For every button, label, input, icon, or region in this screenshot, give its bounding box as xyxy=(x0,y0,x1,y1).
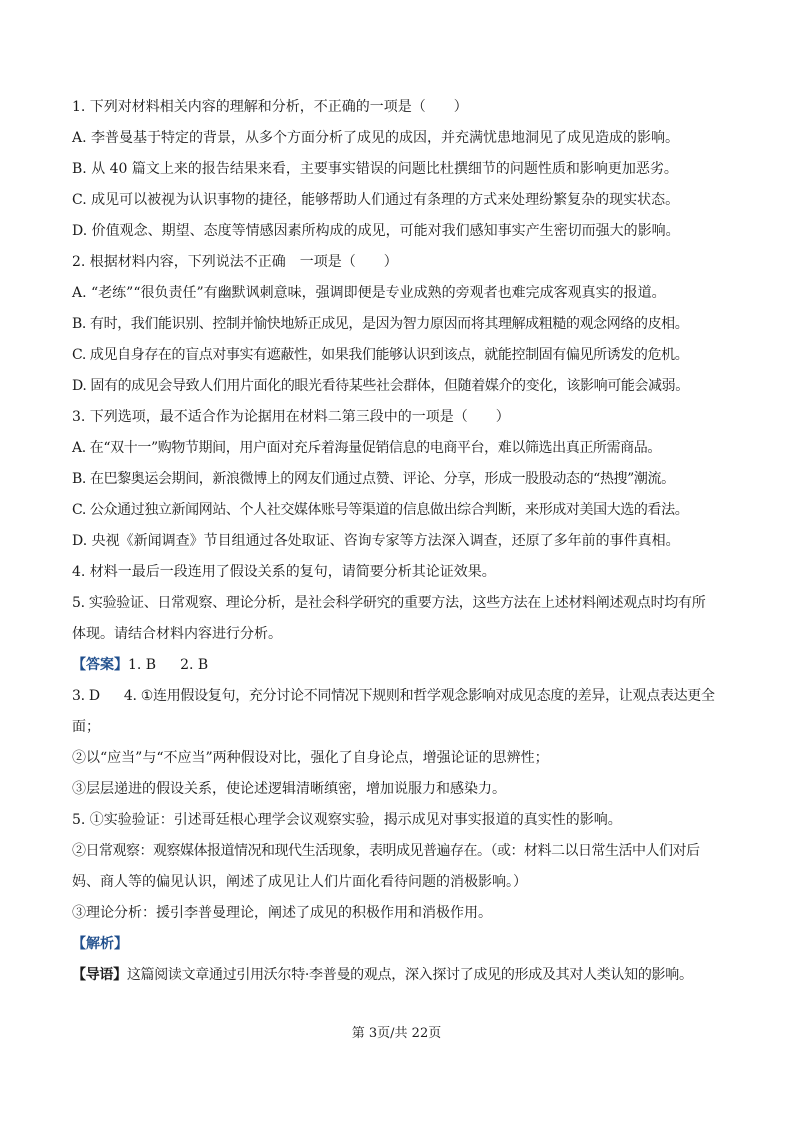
answer-4-point2: ②以“应当”与“不应当”两种假设对比，强化了自身论点，增强论证的思辨性； xyxy=(72,750,549,766)
analysis-heading xyxy=(72,929,732,960)
q1-option-d: D. 价值观念、期望、态度等情感因素所构成的成见，可能对我们感知事实产生密切而强大的影响。 xyxy=(72,223,680,239)
answer-5-point1: 5. ①实验验证：引述哥廷根心理学会议观察实验，揭示成见对事实报道的真实性的影响。 xyxy=(72,812,622,828)
answer-tag: 【答案】 xyxy=(72,657,128,673)
answer-4-line2: 面； xyxy=(72,719,100,735)
analysis-guide xyxy=(72,960,732,991)
q2-option-c: C. 成见自身存在的盲点对事实有遮蔽性，如果我们能够认识到该点，就能控制固有偏见所诱发的危机。 xyxy=(72,347,689,363)
answer-5-point2-line1: ②日常观察：观察媒体报道情况和现代生活现象，表明成见普遍存在。（或：材料二以日常生活中人们对后 xyxy=(72,843,700,859)
q1-stem: 1. 下列对材料相关内容的理解和分析，不正确的一项是（ ） xyxy=(72,99,468,115)
guide-text: 这篇阅读文章通过引用沃尔特·李普曼的观点，深入探讨了成见的形成及其对人类认知的影响。 xyxy=(126,967,693,983)
q1-option-b: B. 从 40 篇文上来的报告结果来看，主要事实错误的问题比杜撰细节的问题性质和影响更加恶劣。 xyxy=(72,161,678,177)
q2-stem: 2. 根据材料内容，下列说法不正确 一项是（ ） xyxy=(72,254,398,270)
page-number: 第 3页/共 22页 xyxy=(351,1026,442,1041)
q2-option-d: D. 固有的成见会导致人们用片面化的眼光看待某些社会群体，但随着媒介的变化，该影响可能会减弱。 xyxy=(72,378,689,394)
q2-option-a: A. “老练”“很负责任”有幽默讽刺意味，强调即便是专业成熟的旁观者也难完成客观真实的报道。 xyxy=(72,285,666,301)
document-body xyxy=(72,92,732,991)
q1-option-c: C. 成见可以被视为认识事物的捷径，能够帮助人们通过有条理的方式来处理纷繁复杂的现实状态。 xyxy=(72,192,680,208)
answer-1: 1. B xyxy=(128,657,157,673)
guide-tag: 【导语】 xyxy=(72,967,127,983)
q5-stem-line2: 体现。请结合材料内容进行分析。 xyxy=(72,626,282,642)
q2-option-b: B. 有时，我们能识别、控制并愉快地矫正成见，是因为智力原因而将其理解成粗糙的观念网络的皮相。 xyxy=(72,316,689,332)
answer-5-point3: ③理论分析：援引李普曼理论，阐述了成见的积极作用和消极作用。 xyxy=(72,905,492,921)
q5-stem-line1: 5. 实验验证、日常观察、理论分析，是社会科学研究的重要方法，这些方法在上述材料阐述观点时均有所 xyxy=(72,595,706,611)
q3-option-b: B. 在巴黎奥运会期间，新浪微博上的网友们通过点赞、评论、分享，形成一股股动态的“热搜”潮流。 xyxy=(72,471,675,487)
analysis-tag: 【解析】 xyxy=(72,936,128,952)
answer-4-point3: ③层层递进的假设关系，使论述逻辑清晰缜密，增加说服力和感染力。 xyxy=(72,781,506,797)
answer-4-line1: 4. ①连用假设复句，充分讨论不同情况下规则和哲学观念影响对成见态度的差异，让观点表达更全 xyxy=(123,688,715,704)
q3-option-a: A. 在“双十一”购物节期间，用户面对充斥着海量促销信息的电商平台，难以筛选出真正所需商品。 xyxy=(72,440,661,456)
answer-3-4-line1 xyxy=(72,681,732,712)
answer-3: 3. D xyxy=(72,688,100,704)
answer-line-1 xyxy=(72,650,732,681)
q3-stem: 3. 下列选项，最不适合作为论据用在材料二第三段中的一项是（ ） xyxy=(72,409,510,425)
q3-option-c: C. 公众通过独立新闻网站、个人社交媒体账号等渠道的信息做出综合判断，来形成对美国大选的看法。 xyxy=(72,502,689,518)
q1-option-a: A. 李普曼基于特定的背景，从多个方面分析了成见的成因，并充满忧患地洞见了成见造成的影响。 xyxy=(72,130,680,146)
q3-option-d: D. 央视《新闻调查》节目组通过各处取证、咨询专家等方法深入调查，还原了多年前的事件真相。 xyxy=(72,533,680,549)
answer-2: 2. B xyxy=(180,657,209,673)
answer-5-point2-line2: 妈、商人等的偏见认识，阐述了成见让人们片面化看待问题的消极影响。） xyxy=(72,874,527,890)
q4-stem: 4. 材料一最后一段连用了假设关系的复句，请简要分析其论证效果。 xyxy=(72,564,496,580)
